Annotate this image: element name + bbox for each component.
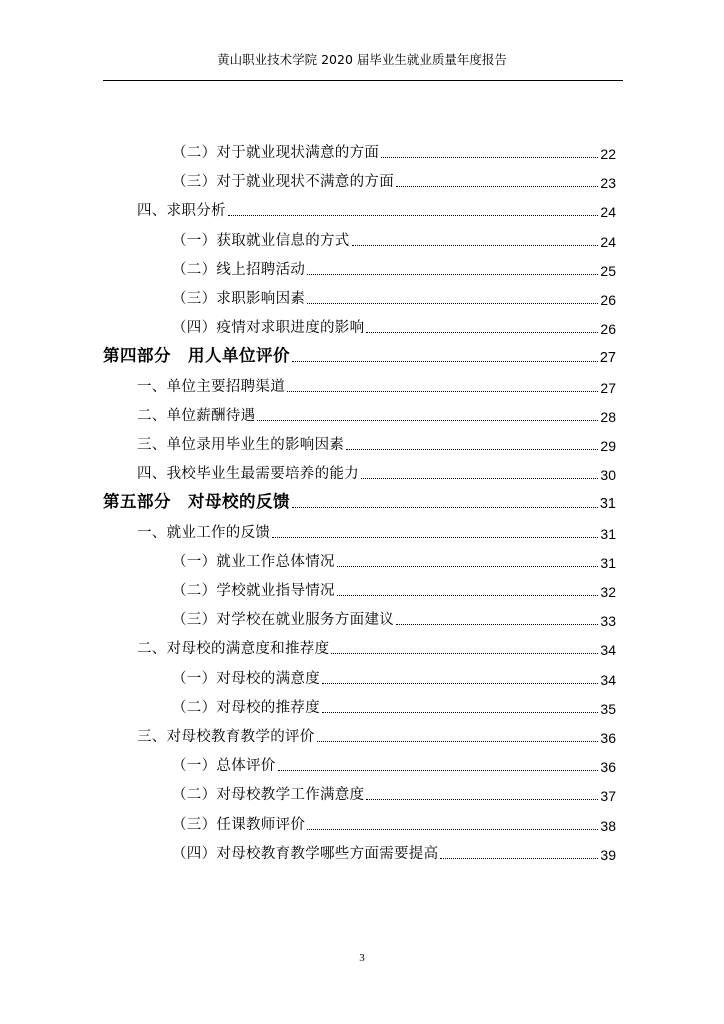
- toc-entry-label: （二）线上招聘活动: [172, 261, 306, 278]
- toc-entry-label: 第五部分 对母校的反馈: [103, 492, 290, 512]
- toc-entry-page: 24: [600, 233, 616, 250]
- toc-entry-label: （四）对母校教育教学哪些方面需要提高: [172, 845, 439, 862]
- toc-entry[interactable]: [137, 720, 616, 748]
- toc-entry[interactable]: [137, 632, 616, 660]
- toc-entry[interactable]: [137, 399, 616, 427]
- toc-entry-page: 26: [600, 292, 616, 308]
- toc-entry[interactable]: [172, 749, 616, 777]
- toc-entry[interactable]: [137, 457, 616, 485]
- toc-dot-leader: [287, 391, 598, 392]
- toc-entry[interactable]: [103, 340, 616, 368]
- toc-dot-leader: [292, 361, 598, 362]
- toc-entry-label: （三）对学校在就业服务方面建议: [172, 612, 394, 629]
- toc-dot-leader: [396, 186, 598, 187]
- toc-entry-label: 一、就业工作的反馈: [137, 524, 271, 541]
- toc-entry[interactable]: [137, 370, 616, 398]
- toc-entry-label: （二）对母校的推荐度: [172, 699, 320, 716]
- toc-entry-page: 37: [600, 788, 616, 805]
- toc-entry-label: 三、单位录用毕业生的影响因素: [137, 437, 345, 453]
- toc-entry-page: 33: [600, 613, 616, 630]
- toc-dot-leader: [366, 332, 598, 333]
- toc-entry-page: 23: [600, 175, 616, 192]
- toc-entry[interactable]: [172, 545, 616, 573]
- toc-entry-label: （三）对于就业现状不满意的方面: [172, 174, 394, 191]
- toc-entry[interactable]: [172, 808, 616, 836]
- toc-entry-page: 30: [600, 467, 616, 484]
- toc-dot-leader: [307, 829, 598, 830]
- toc-entry[interactable]: [172, 691, 616, 719]
- toc-entry-label: （二）学校就业指导情况: [172, 583, 335, 599]
- toc-dot-leader: [317, 741, 599, 742]
- toc-entry[interactable]: [172, 224, 616, 252]
- toc-dot-leader: [366, 799, 598, 800]
- toc-dot-leader: [322, 712, 598, 713]
- toc-entry-label: 一、单位主要招聘渠道: [137, 378, 285, 395]
- toc-entry-page: 25: [600, 262, 616, 279]
- toc-dot-leader: [346, 449, 598, 450]
- toc-dot-leader: [257, 420, 598, 421]
- toc-dot-leader: [228, 215, 599, 216]
- toc-entry-label: （一）总体评价: [172, 758, 276, 775]
- toc-dot-leader: [396, 624, 598, 625]
- toc-entry-label: 四、求职分析: [137, 203, 226, 220]
- toc-entry-page: 34: [600, 671, 616, 688]
- toc-entry-label: （二）对于就业现状满意的方面: [172, 145, 380, 161]
- toc-entry-page: 39: [600, 846, 616, 863]
- toc-entry[interactable]: [137, 194, 616, 222]
- toc-entry[interactable]: [172, 574, 616, 602]
- page-number: 3: [359, 952, 365, 964]
- toc-entry-page: 36: [600, 759, 616, 776]
- toc-dot-leader: [307, 303, 598, 304]
- toc-entry[interactable]: [137, 428, 616, 456]
- page-header: 黄山职业技术学院 2020 届毕业生就业质量年度报告: [217, 52, 507, 67]
- toc-entry[interactable]: [172, 778, 616, 806]
- toc-entry-page: 28: [600, 408, 616, 425]
- toc-dot-leader: [337, 566, 599, 567]
- toc-dot-leader: [337, 595, 599, 596]
- toc-entry-label: （三）求职影响因素: [172, 291, 306, 307]
- toc-dot-leader: [331, 653, 598, 654]
- toc-entry-label: 三、对母校教育教学的评价: [137, 729, 315, 745]
- toc-entry[interactable]: [137, 516, 616, 544]
- toc-entry[interactable]: [172, 253, 616, 281]
- header-rule: [103, 80, 623, 81]
- toc-entry-label: （四）疫情对求职进度的影响: [172, 320, 365, 337]
- toc-entry-label: 二、单位薪酬待遇: [137, 407, 256, 424]
- toc-entry-page: 26: [600, 321, 616, 338]
- toc-dot-leader: [292, 507, 598, 508]
- toc-entry[interactable]: [172, 165, 616, 193]
- toc-entry-label: 二、对母校的满意度和推荐度: [137, 641, 330, 658]
- toc-entry[interactable]: [172, 136, 616, 164]
- toc-entry-label: （二）对母校教学工作满意度: [172, 787, 365, 804]
- toc-dot-leader: [381, 157, 598, 158]
- toc-entry-label: 四、我校毕业生最需要培养的能力: [137, 466, 359, 483]
- toc-entry[interactable]: [172, 603, 616, 631]
- toc-entry-page: 36: [600, 730, 616, 746]
- toc-entry-page: 35: [600, 700, 616, 717]
- toc-entry-page: 31: [600, 554, 616, 571]
- toc-entry-label: 第四部分 用人单位评价: [103, 346, 290, 366]
- toc-entry-page: 24: [600, 204, 616, 221]
- toc-entry-page: 29: [600, 438, 616, 454]
- toc-dot-leader: [272, 537, 598, 538]
- toc-dot-leader: [322, 683, 598, 684]
- toc-entry-label: （一）就业工作总体情况: [172, 553, 335, 570]
- toc-entry[interactable]: [172, 662, 616, 690]
- toc-entry-page: 27: [600, 379, 616, 396]
- toc-entry-page: 32: [600, 584, 616, 600]
- toc-dot-leader: [361, 478, 598, 479]
- toc-entry-page: 22: [600, 146, 616, 162]
- toc-entry-label: （一）对母校的满意度: [172, 670, 320, 687]
- toc-entry-page: 27: [599, 350, 616, 367]
- toc-entry[interactable]: [172, 282, 616, 310]
- toc-entry-page: 31: [599, 496, 616, 513]
- toc-entry[interactable]: [172, 837, 616, 865]
- toc-entry-page: 34: [600, 642, 616, 659]
- toc-entry-page: 31: [600, 525, 616, 542]
- toc-dot-leader: [352, 245, 599, 246]
- toc-dot-leader: [440, 858, 598, 859]
- toc-entry[interactable]: [172, 311, 616, 339]
- toc-dot-leader: [307, 274, 598, 275]
- toc-dot-leader: [278, 770, 599, 771]
- toc-entry-page: 38: [600, 817, 616, 834]
- toc-entry-label: （三）任课教师评价: [172, 816, 306, 833]
- toc-entry[interactable]: [103, 486, 616, 514]
- toc-entry-label: （一）获取就业信息的方式: [172, 232, 350, 249]
